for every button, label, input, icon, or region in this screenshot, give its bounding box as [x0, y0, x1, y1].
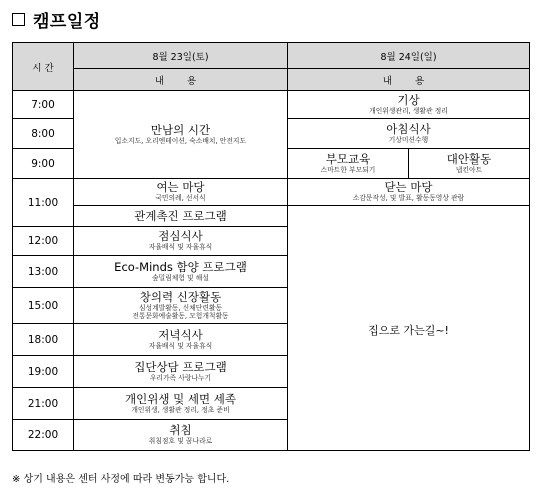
checkbox-square-icon	[12, 13, 25, 26]
counsel-title: 집단상담 프로그램	[134, 359, 227, 374]
day2-alt-cell	[409, 149, 530, 179]
creative-title: 창의력 신장활동	[139, 289, 222, 304]
day1-opening-cell	[74, 179, 288, 206]
day1-eco-cell	[74, 256, 288, 288]
time-cell: 22:00	[13, 420, 74, 451]
dinner-sub: 자율배식 및 자율휴식	[148, 341, 213, 350]
wake-title: 기상	[397, 92, 420, 107]
section-title	[12, 6, 101, 32]
breakfast-title: 아침식사	[386, 121, 431, 136]
day1-dinner-cell	[74, 324, 288, 356]
closing-title: 닫는 마당	[384, 180, 433, 195]
opening-title: 여는 마당	[156, 180, 205, 195]
intro-sub: 입소지도, 오리엔테이션, 숙소배치, 안전지도	[114, 136, 247, 145]
time-cell: 13:00	[13, 256, 74, 288]
eco-sub: 숲밀림체험 및 해설	[152, 273, 209, 282]
hygiene-sub: 개인위생, 생활관 정리, 정초 준비	[131, 405, 230, 414]
footnote: ※ 상기 내용은 센터 사정에 따라 변동가능 합니다.	[12, 474, 230, 485]
day1-creative-cell	[74, 288, 288, 324]
day1-content-label: 내 용	[74, 69, 288, 91]
time-cell: 15:00	[13, 288, 74, 324]
day2-parent-cell	[288, 149, 409, 179]
lunch-sub: 자율배식 및 자율휴식	[148, 243, 213, 252]
parent-title: 부모교육	[325, 151, 371, 166]
camp-schedule-table	[12, 42, 530, 451]
time-cell: 8:00	[13, 119, 74, 149]
intro-title: 만남의 시간	[150, 122, 211, 137]
eco-title: Eco-Minds 함양 프로그램	[114, 259, 247, 274]
day1-lunch-cell	[74, 227, 288, 256]
hygiene-title: 개인위생 및 세면 세족	[125, 391, 236, 406]
sleep-title: 취침	[169, 423, 192, 438]
parent-sub: 스마트한 부모되기	[320, 165, 376, 174]
time-cell: 19:00	[13, 356, 74, 388]
day2-breakfast-cell	[288, 119, 530, 149]
time-cell: 18:00	[13, 324, 74, 356]
wake-sub: 개인위생관리, 생활관 정리	[369, 106, 448, 115]
lunch-title: 점심식사	[158, 229, 203, 244]
day1-sleep-cell	[74, 420, 288, 451]
dinner-title: 저녁식사	[158, 327, 203, 342]
closing-sub: 소감문작성, 및 발표, 활동동영상 관람	[352, 194, 465, 203]
time-cell: 9:00	[13, 149, 74, 179]
time-cell: 7:00	[13, 91, 74, 119]
opening-sub: 국민의례, 선서식	[155, 194, 206, 203]
time-cell: 21:00	[13, 388, 74, 420]
home-title: 집으로 가는길~!	[368, 323, 449, 337]
day1-bonding-cell	[74, 206, 288, 227]
creative-sub2: 전통문화예술활동, 모험개척활동	[132, 312, 229, 320]
counsel-sub: 우리가족 사랑나누기	[149, 373, 212, 382]
sleep-sub: 취침점호 및 꿈나라로	[148, 437, 213, 446]
day2-header: 8월 24일(일)	[288, 43, 530, 69]
breakfast-sub: 기상미션수행	[388, 135, 429, 144]
time-cell: 11:00	[13, 179, 74, 227]
bonding-title: 관계촉진 프로그램	[134, 208, 227, 223]
time-cell: 12:00	[13, 227, 74, 256]
day2-home-cell	[288, 206, 530, 451]
time-header: 시 간	[13, 43, 74, 91]
page-title: 캠프일정	[33, 11, 101, 32]
day1-intro-cell	[74, 91, 288, 179]
day1-counsel-cell	[74, 356, 288, 388]
alt-title: 대안활동	[446, 151, 492, 166]
day1-header: 8월 23일(토)	[74, 43, 288, 69]
creative-sub1: 심성계발활동, 신체단련활동	[138, 303, 223, 312]
day2-closing-cell	[288, 179, 530, 206]
alt-sub: 냅킨아트	[455, 165, 483, 174]
day1-hygiene-cell	[74, 388, 288, 420]
day2-content-label: 내 용	[288, 69, 530, 91]
day2-wake-cell	[288, 91, 530, 119]
